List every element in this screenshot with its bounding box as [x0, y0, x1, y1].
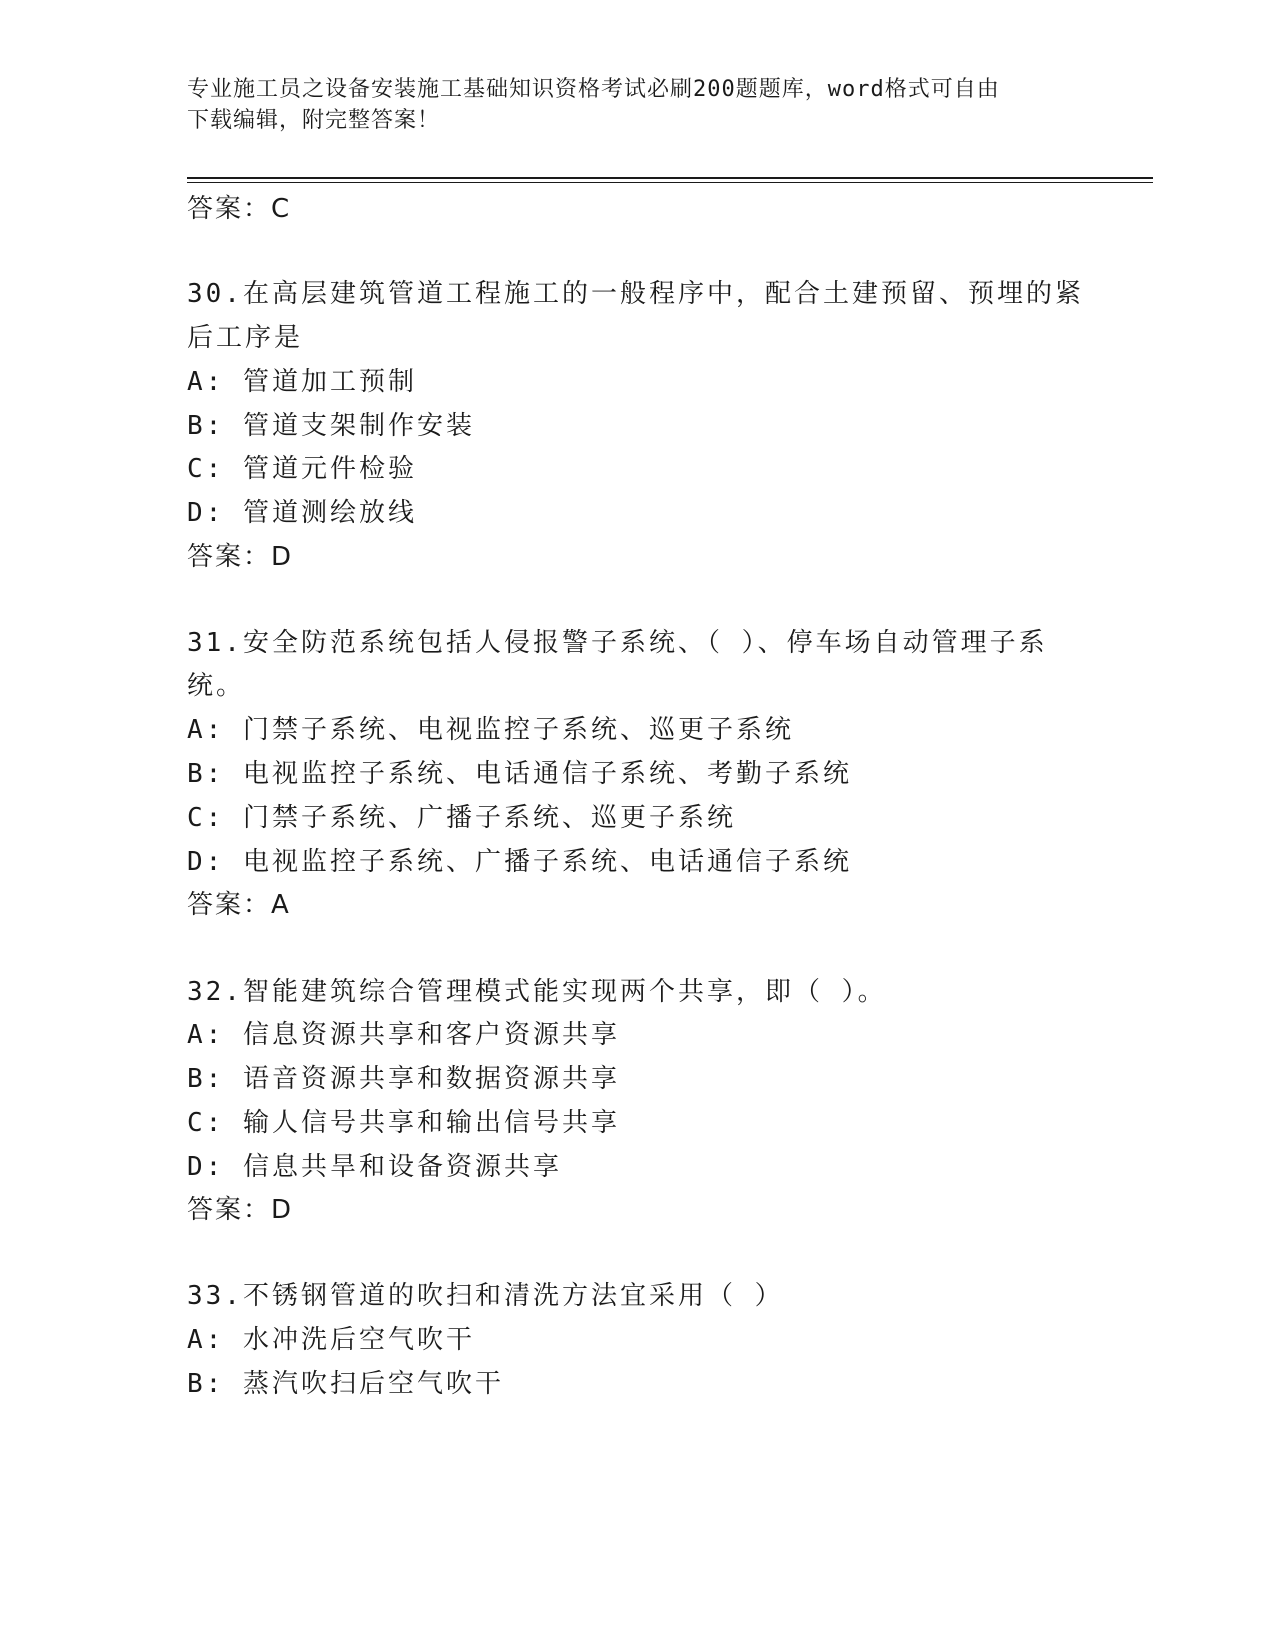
question-30-answer: 答案：D [187, 542, 294, 572]
question-30-option-d: D: 管道测绘放线 [187, 498, 417, 528]
question-33-option-a: A: 水冲洗后空气吹干 [187, 1325, 475, 1355]
question-32-option-c: C: 输人信号共享和输出信号共享 [187, 1108, 620, 1138]
question-31-option-a: A: 门禁子系统、电视监控子系统、巡更子系统 [187, 715, 794, 745]
question-32-option-d: D: 信息共旱和设备资源共享 [187, 1152, 562, 1182]
question-32-option-b: B: 语音资源共享和数据资源共享 [187, 1064, 620, 1094]
question-32-option-a: A: 信息资源共享和客户资源共享 [187, 1020, 620, 1050]
question-31-option-b: B: 电视监控子系统、电话通信子系统、考勤子系统 [187, 759, 852, 789]
question-30-option-c: C: 管道元件检验 [187, 454, 417, 484]
question-33-option-b: B: 蒸汽吹扫后空气吹干 [187, 1369, 504, 1399]
question-30-stem-line-2: 后工序是 [187, 323, 304, 353]
header-rule-thin [187, 182, 1153, 183]
header-line-1: 专业施工员之设备安装施工基础知识资格考试必刷200题题库，word格式可自由 [187, 77, 1000, 102]
question-31-stem-line-2: 统。 [187, 671, 246, 701]
question-30-stem-line-1: 30.在高层建筑管道工程施工的一般程序中，配合土建预留、预埋的紧 [187, 279, 1084, 309]
question-31-option-c: C: 门禁子系统、广播子系统、巡更子系统 [187, 803, 736, 833]
answer-29: 答案：C [187, 194, 292, 224]
question-33-stem-line-1: 33.不锈钢管道的吹扫和清洗方法宜采用（ ） [187, 1281, 784, 1311]
header-line-2: 下载编辑，附完整答案！ [187, 108, 441, 133]
question-32-answer: 答案：D [187, 1195, 294, 1225]
question-32-stem-line-1: 32.智能建筑综合管理模式能实现两个共享，即（ ）。 [187, 977, 887, 1007]
header-rule [187, 177, 1153, 179]
document-header [187, 74, 1087, 136]
question-31-answer: 答案：A [187, 890, 291, 920]
question-30-option-a: A: 管道加工预制 [187, 367, 417, 397]
question-31-stem-line-1: 31.安全防范系统包括人侵报警子系统、（ ）、停车场自动管理子系 [187, 628, 1048, 658]
question-30-option-b: B: 管道支架制作安装 [187, 411, 475, 441]
question-31-option-d: D: 电视监控子系统、广播子系统、电话通信子系统 [187, 847, 852, 877]
